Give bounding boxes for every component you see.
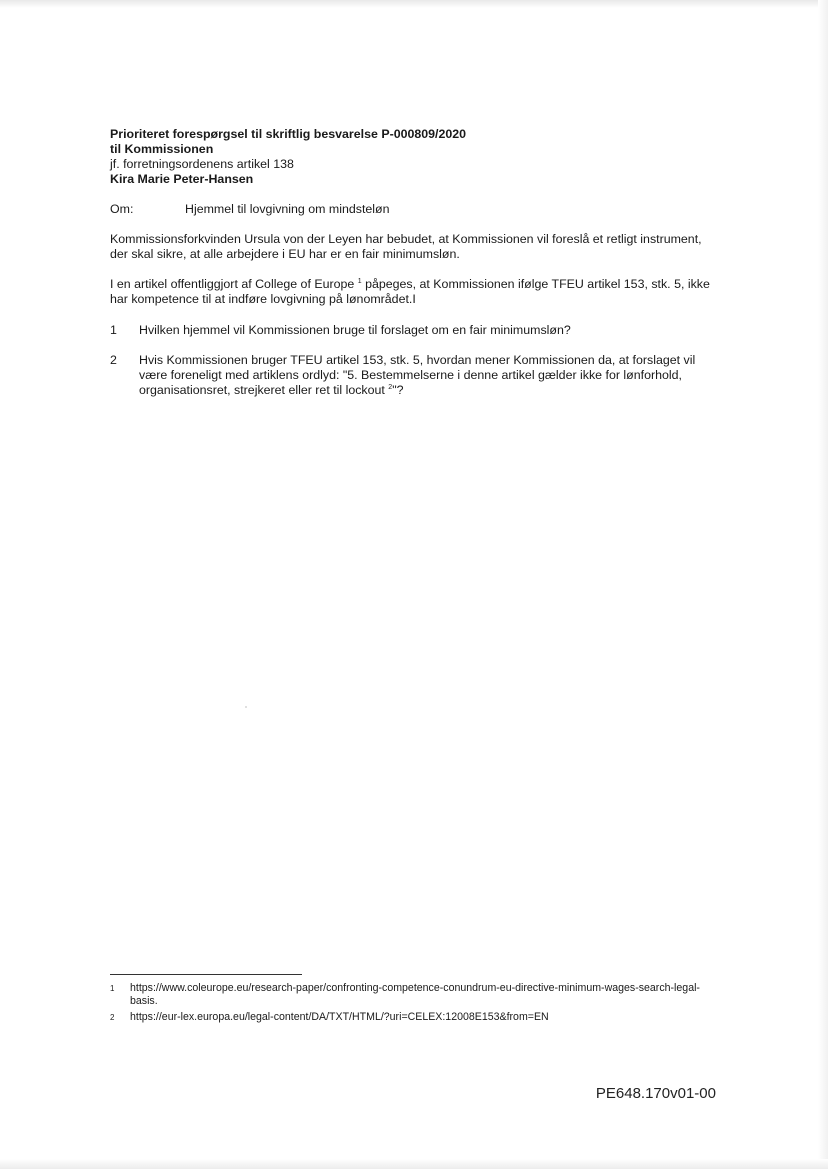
footnote-link: https://eur-lex.europa.eu/legal-content/DA/TXT/HTML/?uri=CELEX:12008E153&from=EN	[130, 1011, 549, 1023]
question-text-after: "?	[392, 383, 404, 397]
question-text-before: Hvis Kommissionen bruger TFEU artikel 153, stk. 5, hvordan mener Kommissionen da, at forslaget vil være foreneligt med artiklens ordlyd: "5. Bestemmelserne i denne artikel gælder ikke for lønforhold, organisationsret, strejkeret eller ret til lockout	[139, 353, 696, 397]
question-text: Hvilken hjemmel vil Kommissionen bruge til forslaget om en fair minimumsløn?	[139, 323, 571, 337]
paragraph-2-text-before: I en artikel offentliggjort af College of Europe	[110, 277, 358, 291]
footnote-number: 1	[110, 984, 115, 993]
question-item	[110, 323, 720, 338]
question-text	[139, 353, 720, 398]
document-body	[110, 127, 720, 413]
subject-text: Hjemmel til lovgivning om mindsteløn	[185, 202, 390, 216]
question-item	[110, 353, 720, 398]
footnotes	[110, 974, 720, 1027]
document-reference: PE648.170v01-00	[595, 1085, 716, 1102]
document-title: Prioriteret forespørgsel til skriftlig besvarelse P-000809/2020	[110, 127, 467, 141]
scan-edge-top	[0, 0, 828, 8]
paragraph-1: Kommissionsforkvinden Ursula von der Leyen har bebudet, at Kommissionen vil foreslå et retligt instrument, der skal sikre, at alle arbejdere i EU har er en fair minimumsløn.	[110, 232, 702, 261]
document-addressee: til Kommissionen	[110, 142, 214, 156]
paragraph-2-text-after: påpeges, at Kommissionen ifølge TFEU artikel 153, stk. 5, ikke har kompetence til at indføre lovgivning på lønområdet.I	[110, 277, 710, 306]
question-list	[110, 323, 720, 398]
question-number: 2	[110, 353, 117, 367]
paragraph-2	[110, 277, 720, 307]
footnote-ref-2: 2	[388, 384, 393, 391]
footnote-divider	[110, 974, 302, 975]
subject-label: Om:	[110, 202, 134, 216]
footnote-link: https://www.coleurope.eu/research-paper/confronting-competence-conundrum-eu-directive-minimum-wages-search-legal-basis.	[130, 982, 700, 1007]
footnote-item	[110, 982, 720, 1008]
document-header	[110, 127, 720, 187]
scan-edge-bottom	[0, 1159, 828, 1169]
author-name: Kira Marie Peter-Hansen	[110, 172, 254, 186]
scan-speck	[245, 706, 247, 708]
footnote-number: 2	[110, 1013, 115, 1022]
question-number: 1	[110, 323, 117, 337]
rule-reference: jf. forretningsordenens artikel 138	[110, 157, 294, 171]
scan-edge-right	[818, 0, 828, 1169]
footnote-item	[110, 1011, 720, 1024]
footnote-ref-1: 1	[357, 278, 362, 285]
subject-line	[110, 202, 720, 217]
